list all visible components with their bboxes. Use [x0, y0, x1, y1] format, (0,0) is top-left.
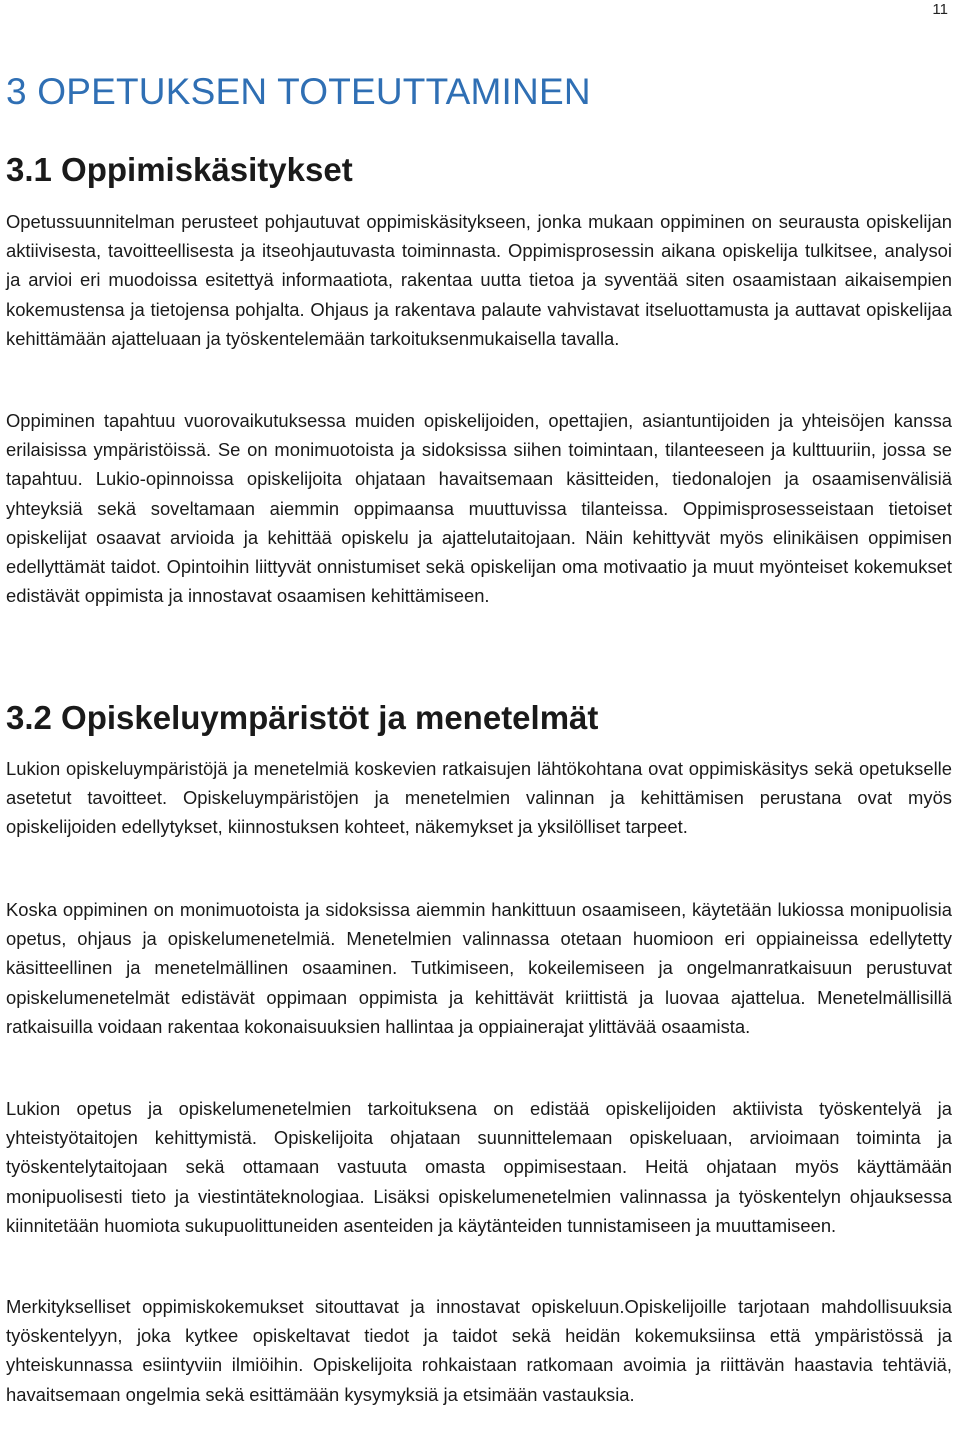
chapter-title: 3 OPETUKSEN TOTEUTTAMINEN: [6, 71, 591, 112]
paragraph: Opetussuunnitelman perusteet pohjautuvat oppimiskäsitykseen, jonka mukaan oppiminen on seurausta opiskelijan aktiivisesta, tavoitteellisesta ja itseohjautuvasta toiminnasta. Oppimisprosessin aikana opiskelija tulkitsee, analysoi ja arvioi eri muodoissa esitettyä informaatiota, rakentaa uutta tietoa ja syventää siten osaamistaan aikaisempien kokemustensa ja tietojensa pohjalta. Ohjaus ja rakentava palaute vahvistavat itseluottamusta ja auttavat opiskelijaa kehittämään ajatteluaan ja työskentelemään tarkoituksenmukaisella tavalla.: [6, 211, 952, 349]
section-title-opiskeluymparistot: 3.2 Opiskeluympäristöt ja menetelmät: [6, 699, 599, 736]
paragraph: Lukion opetus ja opiskelumenetelmien tarkoituksena on edistää opiskelijoiden aktiivista työskentelyä ja yhteistyötaitojen kehittymistä. Opiskelijoita ohjataan suunnittelemaan opiskeluaan, arvioimaan toiminta ja työskentelytaitojaan sekä ottamaan vastuuta omasta oppimisestaan. Heitä ohjataan myös käyttämään monipuolisesti tieto ja viestintäteknologiaa. Lisäksi opiskelumenetelmien valinnassa ja työskentelyn ohjauksessa kiinnitetään huomiota sukupuolittuneiden asenteiden ja käytänteiden tunnistamiseen ja muuttamiseen.: [6, 1098, 952, 1236]
paragraph: Koska oppiminen on monimuotoista ja sidoksissa aiemmin hankittuun osaamiseen, käytetään lukiossa monipuolisia opetus, ohjaus ja opiskelumenetelmiä. Menetelmien valinnassa otetaan huomioon eri oppiaineissa edellytetty käsitteellinen ja menetelmällinen osaaminen. Tutkimiseen, kokeilemiseen ja ongelmanratkaisuun perustuvat opiskelumenetelmät edistävät oppimaan oppimista ja kehittävät kriittistä ja luovaa ajattelua. Menetelmällisillä ratkaisuilla voidaan rakentaa kokonaisuuksien hallintaa ja oppiainerajat ylittävää osaamista.: [6, 899, 952, 1037]
section-title-oppimiskasitykset: 3.1 Oppimiskäsitykset: [6, 151, 353, 188]
paragraph: Merkitykselliset oppimiskokemukset sitouttavat ja innostavat opiskeluun.Opiskelijoille tarjotaan mahdollisuuksia työskentelyyn, joka kytkee opiskeltavat tiedot ja taidot sekä heidän kokemuksiinsa että ympäristössä ja yhteiskunnassa esiintyviin ilmiöihin. Opiskelijoita rohkaistaan ratkomaan avoimia ja riittävän haastavia tehtäviä, havaitsemaan ongelmia sekä esittämään kysymyksiä ja etsimään vastauksia.: [6, 1296, 952, 1405]
paragraph: Oppiminen tapahtuu vuorovaikutuksessa muiden opiskelijoiden, opettajien, asiantuntijoiden ja yhteisöjen kanssa erilaisissa ympäristöissä. Se on monimuotoista ja sidoksissa siihen toimintaan, tilanteeseen ja kulttuuriin, jossa se tapahtuu. Lukio-opinnoissa opiskelijoita ohjataan havaitsemaan käsitteiden, tiedonalojen ja osaamisenvälisiä yhteyksiä sekä soveltamaan aiemmin oppimaansa muuttuvissa tilanteissa. Oppimisprosesseistaan tietoiset opiskelijat osaavat arvioida ja kehittää opiskelu ja ajattelutaitojaan. Näin kehittyvät myös elinikäisen oppimisen edellyttämät taidot. Opintoihin liittyvät onnistumiset sekä opiskelijan oma motivaatio ja muut myönteiset kokemukset edistävät oppimista ja innostavat osaamisen kehittämiseen.: [6, 410, 952, 607]
page-number: 11: [932, 1, 948, 18]
paragraph: Lukion opiskeluympäristöjä ja menetelmiä koskevien ratkaisujen lähtökohtana ovat oppimiskäsitys sekä opetukselle asetetut tavoitteet. Opiskeluympäristöjen ja menetelmien valinnan ja kehittämisen perustana ovat myös opiskelijoiden edellytykset, kiinnostuksen kohteet, näkemykset ja yksilölliset tarpeet.: [6, 758, 952, 838]
